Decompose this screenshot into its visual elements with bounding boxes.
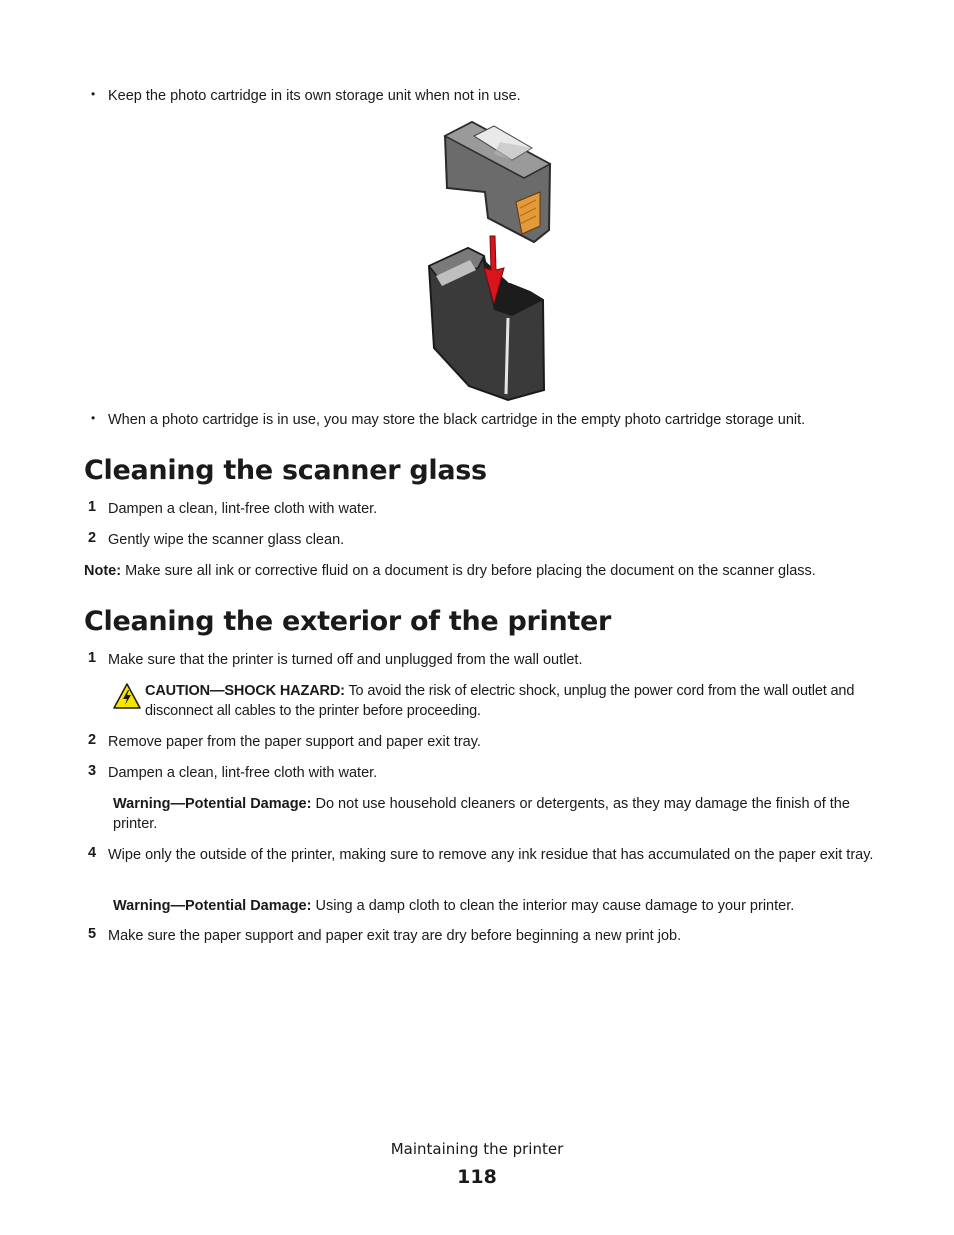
caution-paragraph bbox=[145, 681, 885, 721]
bullet-glyph: • bbox=[91, 87, 96, 101]
caution-text: To avoid the risk of electric shock, unplug the power cord from the wall outlet and disconnect all cables to the printer before proceeding. bbox=[145, 683, 855, 719]
note-paragraph bbox=[84, 561, 894, 581]
caution-label: CAUTION—SHOCK HAZARD: bbox=[145, 683, 345, 699]
note-text: Make sure all ink or corrective fluid on a document is dry before placing the document on the scanner glass. bbox=[121, 563, 816, 579]
page-number: 118 bbox=[457, 1166, 497, 1188]
photo-cartridge-icon bbox=[445, 122, 550, 242]
warning-paragraph bbox=[113, 896, 893, 916]
section-title-exterior: Cleaning the exterior of the printer bbox=[84, 606, 612, 637]
warning-text: Using a damp cloth to clean the interior may cause damage to your printer. bbox=[311, 898, 795, 914]
step-text: Wipe only the outside of the printer, making sure to remove any ink residue that has accumulated on the paper exit tray. bbox=[108, 847, 874, 863]
step-number: 4 bbox=[88, 845, 97, 861]
step-text: Make sure that the printer is turned off and unplugged from the wall outlet. bbox=[108, 652, 583, 668]
footer-chapter-label: Maintaining the printer bbox=[390, 1140, 564, 1158]
bullet-glyph: • bbox=[91, 411, 96, 425]
cartridge-storage-figure bbox=[412, 118, 562, 403]
warning-text: Do not use household cleaners or detergents, as they may damage the finish of the printer. bbox=[113, 796, 850, 832]
warning-label: Warning—Potential Damage: bbox=[113, 898, 312, 914]
bullet-text-2: When a photo cartridge is in use, you may store the black cartridge in the empty photo cartridge storage unit. bbox=[108, 412, 806, 428]
note-label: Note: bbox=[84, 563, 122, 579]
step-text: Dampen a clean, lint-free cloth with water. bbox=[108, 501, 378, 517]
step-text: Make sure the paper support and paper exit tray are dry before beginning a new print job. bbox=[108, 928, 682, 944]
warning-label: Warning—Potential Damage: bbox=[113, 796, 312, 812]
step-text: Remove paper from the paper support and paper exit tray. bbox=[108, 734, 481, 750]
step-number: 1 bbox=[88, 499, 97, 515]
step-number: 2 bbox=[88, 732, 97, 748]
warning-paragraph bbox=[113, 794, 878, 834]
shock-hazard-icon bbox=[113, 683, 141, 709]
step-number: 2 bbox=[88, 530, 97, 546]
bullet-text-1: Keep the photo cartridge in its own storage unit when not in use. bbox=[108, 88, 521, 104]
step-number: 1 bbox=[88, 650, 97, 666]
section-title-scanner-glass: Cleaning the scanner glass bbox=[84, 455, 487, 486]
step-text: Gently wipe the scanner glass clean. bbox=[108, 532, 345, 548]
step-text: Dampen a clean, lint-free cloth with water. bbox=[108, 765, 378, 781]
step-number: 3 bbox=[88, 763, 97, 779]
step-number: 5 bbox=[88, 926, 97, 942]
